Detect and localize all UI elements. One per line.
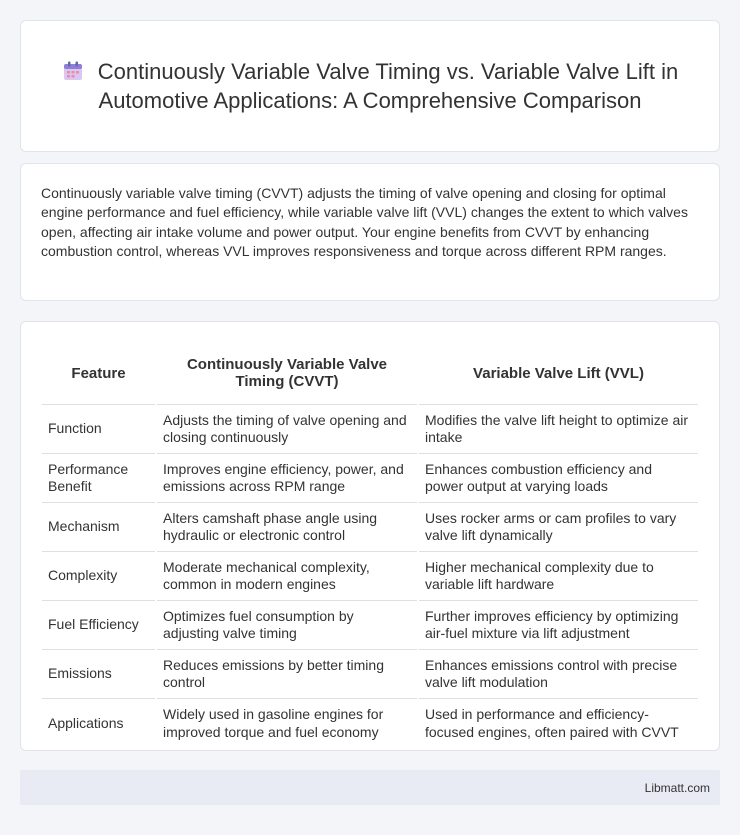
cvvt-cell: Improves engine efficiency, power, and emissions across RPM range — [157, 454, 417, 503]
feature-cell: Complexity — [42, 552, 155, 601]
cvvt-cell: Moderate mechanical complexity, common in modern engines — [157, 552, 417, 601]
cvvt-cell: Alters camshaft phase angle using hydraulic or electronic control — [157, 503, 417, 552]
table-row — [42, 405, 698, 454]
header-feature: Feature — [42, 342, 155, 405]
comparison-table — [40, 342, 700, 748]
feature-cell: Performance Benefit — [42, 454, 155, 503]
cvvt-cell: Reduces emissions by better timing control — [157, 650, 417, 699]
calendar-icon — [62, 60, 84, 82]
vvl-cell: Enhances emissions control with precise valve lift modulation — [419, 650, 698, 699]
table-row — [42, 552, 698, 601]
table-row — [42, 699, 698, 748]
title-card — [20, 20, 720, 152]
feature-cell: Applications — [48, 714, 124, 731]
table-row — [42, 454, 698, 503]
summary-text: Continuously variable valve timing (CVVT) adjusts the timing of valve opening and closing for optimal engine performance and fuel efficiency, while variable valve lift (VVL) changes the extent to which valves open, affecting air intake volume and power output. Your engine benefits from CVVT by enhancing combustion control, whereas VVL improves responsiveness and torque across different RPM ranges. — [41, 185, 688, 260]
cvvt-cell: Adjusts the timing of valve opening and closing continuously — [157, 405, 417, 454]
feature-cell: Mechanism — [42, 503, 155, 552]
title-wrap — [61, 57, 679, 115]
header-cvvt: Continuously Variable Valve Timing (CVVT) — [157, 342, 417, 405]
footer-site-link[interactable]: Libmatt.com — [644, 780, 710, 795]
cvvt-cell: Optimizes fuel consumption by adjusting valve timing — [157, 601, 417, 650]
feature-cell: Function — [42, 405, 155, 454]
table-row — [42, 503, 698, 552]
cvvt-cell: Widely used in gasoline engines for improved torque and fuel economy — [163, 706, 384, 740]
table-header-row — [42, 342, 698, 405]
summary-card — [20, 163, 720, 301]
vvl-cell: Higher mechanical complexity due to variable lift hardware — [419, 552, 698, 601]
vvl-cell: Modifies the valve lift height to optimize air intake — [419, 405, 698, 454]
header-vvl: Variable Valve Lift (VVL) — [419, 342, 698, 405]
vvl-cell: Further improves efficiency by optimizing air-fuel mixture via lift adjustment — [419, 601, 698, 650]
vvl-cell: Enhances combustion efficiency and power output at varying loads — [419, 454, 698, 503]
feature-cell: Emissions — [42, 650, 155, 699]
feature-cell: Fuel Efficiency — [42, 601, 155, 650]
table-row — [42, 650, 698, 699]
page-title: Continuously Variable Valve Timing vs. Variable Valve Lift in Automotive Applications: A Comprehensive Comparison — [97, 59, 679, 113]
vvl-cell: Used in performance and efficiency-focused engines, often paired with CVVT — [425, 706, 679, 740]
footer — [20, 770, 720, 805]
table-card — [20, 321, 720, 751]
vvl-cell: Uses rocker arms or cam profiles to vary valve lift dynamically — [419, 503, 698, 552]
table-row — [42, 601, 698, 650]
